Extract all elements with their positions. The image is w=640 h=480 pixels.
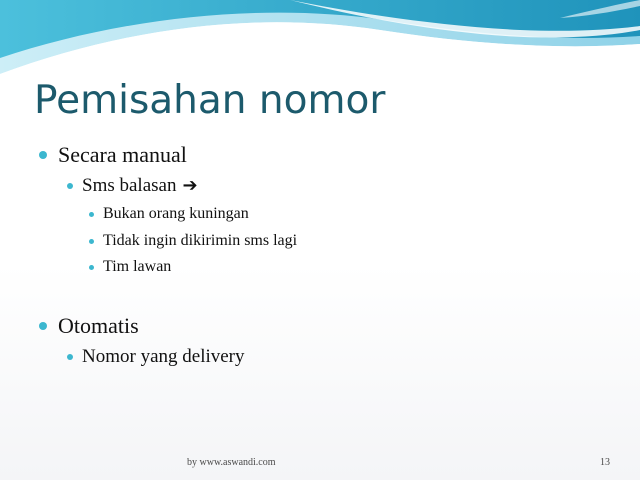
arrow-right-icon: ➔: [182, 175, 198, 196]
bullet-dot-icon: [89, 265, 94, 270]
bullet-item-level3: [103, 232, 297, 250]
slide-title: Pemisahan nomor: [34, 78, 386, 123]
bullet-text: Otomatis: [58, 313, 139, 338]
bullet-item-level3: [103, 205, 249, 223]
bullet-dot-icon: [89, 239, 94, 244]
bullet-text: Secara manual: [58, 142, 187, 167]
bullet-dot-icon: [39, 151, 47, 159]
page-number: 13: [600, 457, 610, 468]
bullet-dot-icon: [67, 354, 73, 360]
bullet-dot-icon: [67, 183, 73, 189]
bullet-dot-icon: [89, 212, 94, 217]
bullet-item-level1: [58, 313, 139, 339]
bullet-text: Tidak ingin dikirimin sms lagi: [103, 232, 298, 249]
bullet-text: Nomor yang delivery: [82, 346, 245, 367]
bullet-item-level1: [58, 142, 187, 168]
footer-credit: by www.aswandi.com: [187, 457, 276, 468]
bullet-item-level3: [103, 258, 171, 276]
bullet-item-level2: [82, 346, 245, 368]
bullet-item-level2: [82, 175, 198, 197]
bullet-text: Tim lawan: [103, 258, 172, 275]
bullet-dot-icon: [39, 322, 47, 330]
bullet-text: Bukan orang kuningan: [103, 205, 249, 222]
bullet-text: Sms balasan: [82, 175, 177, 196]
